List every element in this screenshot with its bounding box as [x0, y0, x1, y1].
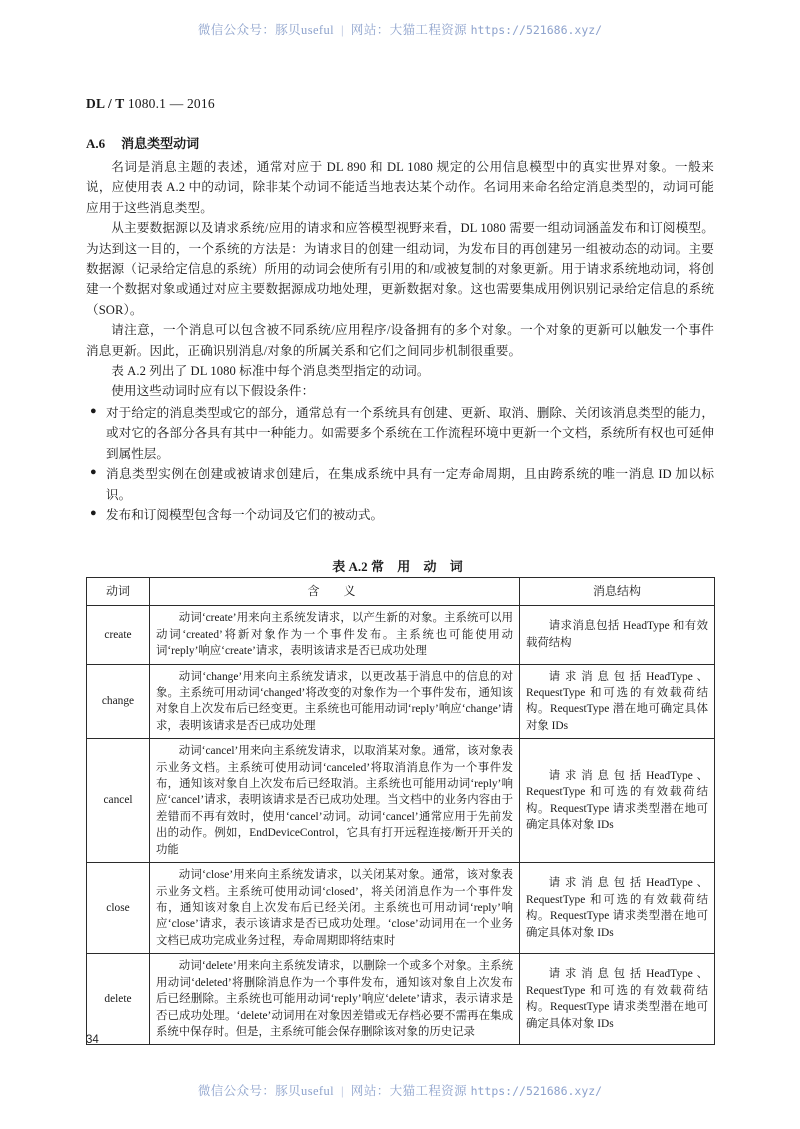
bullet-icon: ● [90, 466, 97, 479]
cell-meaning: 动词‘change’用来向主系统发请求，以更改基于消息中的信息的对象。主系统可用动词‘changed’将改变的对象作为一个事件发布，通知该对象自上次发布后已经变更。主系统也可能用动词‘reply’响应‘change’请求，表明该请求是否已成功处理 [150, 664, 520, 739]
watermark-separator: | [341, 1084, 344, 1098]
list-item-text: 发布和订阅模型包含每一个动词及它们的被动式。 [106, 508, 384, 523]
watermark-site-label: 网站：大猫工程资源 [350, 1084, 468, 1098]
watermark-url: https://521686.xyz/ [470, 23, 603, 37]
paragraph-3: 请注意，一个消息可以包含被不同系统/应用程序/设备拥有的多个对象。一个对象的更新可以触发一个事件消息更新。因此，正确识别消息/对象的所属关系和它们之间同步机制很重要。 [86, 323, 714, 358]
assumption-list [86, 403, 714, 526]
paragraph-1: 名词是消息主题的表述，通常对应于 DL 890 和 DL 1080 规定的公用信息模型中的真实世界对象。一般来说，应使用表 A.2 中的动词，除非某个动词不能适当地表达某个动作。名词用来命名给定消息类型的，动词可能应用于这些消息类型。 [86, 160, 714, 215]
standard-id: 1080.1 — 2016 [127, 96, 215, 111]
list-item [86, 403, 714, 465]
paragraph-4: 表 A.2 列出了 DL 1080 标准中每个消息类型指定的动词。 [111, 363, 430, 378]
column-header-verb: 动词 [87, 578, 150, 606]
cell-structure: 请 求 消 息 包 括 HeadType 、RequestType 和可选的有效载荷结构。RequestType 请求类型潜在地可确定具体对象 IDs [520, 954, 715, 1045]
body-text [86, 157, 714, 526]
table-caption-title: 常 用 动 词 [370, 559, 468, 574]
cell-verb: cancel [87, 739, 150, 863]
watermark-top [0, 20, 800, 38]
standard-prefix: DL / T [86, 96, 125, 111]
paragraph-2: 从主要数据源以及请求系统/应用的请求和应答模型视野来看，DL 1080 需要一组动词涵盖发布和订阅模型。为达到这一目的，一个系统的方法是：为请求目的创建一组动词，为发布目的再创建另一组被动态的动词。主要数据源（记录给定信息的系统）所用的动词会使所有引用的和/或被复制的对象更新。用于请求系统地动词，将创建一个数据对象或通过对应主要数据源成功地处理，更新数据对象。这也需要集成用例识别记录给定信息的系统（SOR）。 [86, 221, 714, 317]
cell-verb: change [87, 664, 150, 739]
cell-structure: 请求消息包括 HeadType 和有效载荷结构 [520, 606, 715, 664]
watermark-bottom [0, 1081, 800, 1099]
table-row [87, 739, 715, 863]
paragraph-5: 使用这些动词时应有以下假设条件： [111, 384, 315, 399]
cell-structure: 请 求 消 息 包 括 HeadType 、RequestType 和可选的有效载荷结构。RequestType 请求类型潜在地可确定具体对象 IDs [520, 739, 715, 863]
watermark-site-label: 网站：大猫工程资源 [350, 23, 468, 37]
table-row [87, 954, 715, 1045]
cell-meaning: 动词‘cancel’用来向主系统发请求，以取消某对象。通常，该对象表示业务文档。主系统可使用动词‘canceled’将取消消息作为一个事件发布，通知该对象自上次发布后已经取消。主系统也可能用动词‘reply’响应‘cancel’请求，表明该请求是否已成功处理。当文档中的业务内容由于差错而不再有效时，使用‘cancel’动词。动词‘cancel’通常应用于先前发出的动作。例如，EndDeviceControl，它具有打开远程连接/断开开关的功能 [150, 739, 520, 863]
cell-structure: 请 求 消 息 包 括 HeadType 、RequestType 和可选的有效载荷结构。RequestType 请求类型潜在地可确定具体对象 IDs [520, 863, 715, 954]
bullet-icon: ● [90, 507, 97, 520]
watermark-separator: | [341, 23, 344, 37]
table-row [87, 606, 715, 664]
table-header-row [87, 578, 715, 606]
table-caption [86, 556, 714, 575]
standard-number [86, 96, 215, 112]
section-number: A.6 [86, 136, 106, 151]
table-row [87, 664, 715, 739]
list-item [86, 505, 714, 526]
page-number: 34 [86, 1034, 99, 1046]
table-row [87, 863, 715, 954]
cell-meaning: 动词‘close’用来向主系统发请求，以关闭某对象。通常，该对象表示业务文档。主系统可使用动词‘closed’，将关闭消息作为一个事件发布，通知该对象自上次发布后已经关闭。主系统也可用动词‘reply’响应‘close’请求，表示该请求是否已成功处理。‘close’动词用在一个业务文档已成功完成业务过程，寿命周期即将结束时 [150, 863, 520, 954]
section-heading [86, 133, 199, 152]
cell-verb: delete [87, 954, 150, 1045]
bullet-icon: ● [90, 404, 97, 417]
cell-verb: create [87, 606, 150, 664]
watermark-wechat-label: 微信公众号：豚贝useful [197, 1084, 335, 1098]
table-caption-prefix: 表 A.2 [332, 559, 368, 574]
column-header-meaning: 含 义 [150, 578, 520, 606]
column-header-structure: 消息结构 [520, 578, 715, 606]
watermark-url: https://521686.xyz/ [470, 1084, 603, 1098]
section-title: 消息类型动词 [121, 136, 200, 151]
common-verbs-table [86, 577, 715, 1045]
watermark-wechat-label: 微信公众号：豚贝useful [197, 23, 335, 37]
cell-meaning: 动词‘delete’用来向主系统发请求，以删除一个或多个对象。主系统用动词‘deleted’将删除消息作为一个事件发布，通知该对象自上次发布后已经删除。主系统也可能用动词‘reply’响应‘delete’请求，表示请求是否已成功处理。‘delete’动词用在对象因差错或无存档必要不需再在集成系统中保存时。但是，主系统可能会保存删除该对象的历史记录 [150, 954, 520, 1045]
list-item-text: 消息类型实例在创建或被请求创建后，在集成系统中具有一定寿命周期，且由跨系统的唯一消息 ID 加以标识。 [106, 467, 714, 502]
cell-structure: 请 求 消 息 包 括 HeadType 、RequestType 和可选的有效载荷结构。RequestType 潜在地可确定具体对象 IDs [520, 664, 715, 739]
list-item [86, 464, 714, 505]
cell-meaning: 动词‘create’用来向主系统发请求，以产生新的对象。主系统可以用动词‘created’将新对象作为一个事件发布。主系统也可能使用动词‘reply’响应‘create’请求，表明该请求是否已成功处理 [150, 606, 520, 664]
cell-verb: close [87, 863, 150, 954]
list-item-text: 对于给定的消息类型或它的部分，通常总有一个系统具有创建、更新、取消、删除、关闭该消息类型的能力，或对它的各部分各具有其中一种能力。如需要多个系统在工作流程环境中更新一个文档，系统所有权也可延伸到属性层。 [106, 405, 714, 461]
